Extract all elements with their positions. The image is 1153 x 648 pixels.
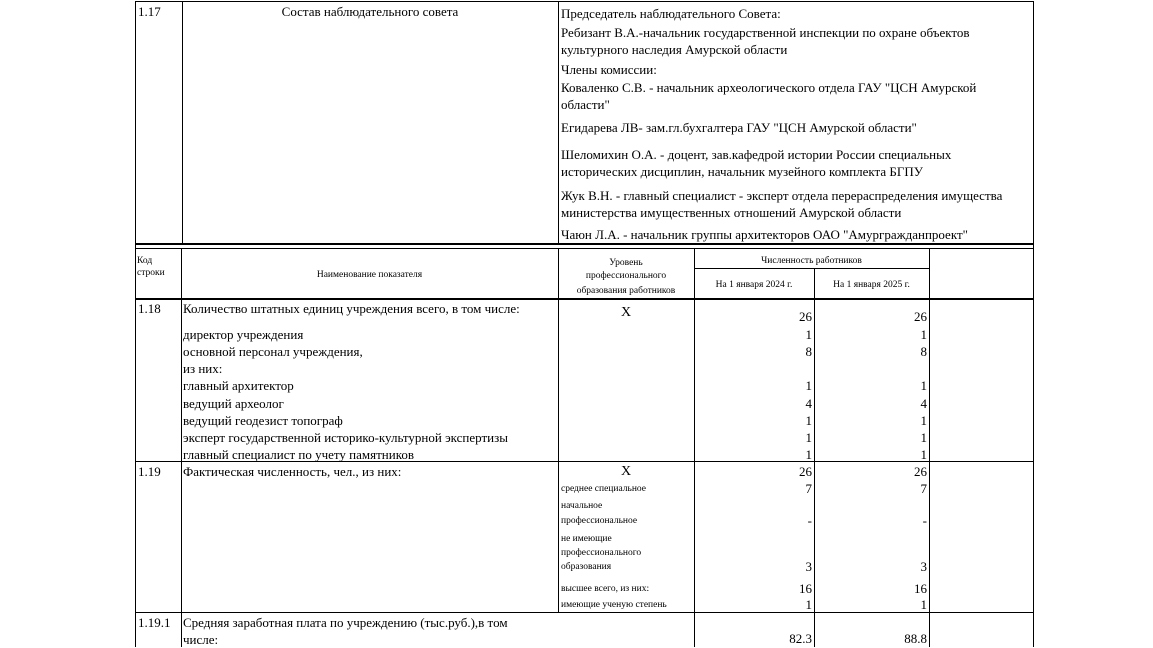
value-2024: 16 — [799, 581, 812, 596]
value-2025: 26 — [914, 464, 927, 479]
edu-level-label: не имеющие — [561, 534, 612, 544]
value-2025: 1 — [920, 597, 927, 612]
value-2025: 7 — [920, 481, 927, 496]
header-top-border — [135, 248, 1034, 249]
indicator-name: Количество штатных единиц учреждения всего, в том числе: — [183, 301, 520, 316]
edu-level-label: начальное — [561, 501, 603, 511]
council-line: Жук В.Н. - главный специалист - эксперт отдела перераспределения имущества — [561, 188, 1003, 203]
value-2025: 4 — [920, 396, 927, 411]
value-2025: 3 — [920, 559, 927, 574]
header-name: Наименование показателя — [316, 270, 423, 280]
value-2025: 1 — [920, 413, 927, 428]
council-line: исторических дисциплин, начальник музейного комплекта БГПУ — [561, 164, 923, 179]
value-2024: 1 — [805, 378, 812, 393]
header-code-line1: Код — [137, 256, 153, 266]
header-sub-line — [694, 268, 929, 269]
council-line: Коваленко С.В. - начальник археологического отдела ГАУ "ЦСН Амурской — [561, 80, 977, 95]
value-2025: - — [922, 513, 927, 528]
indicator-name: ведущий археолог — [183, 396, 284, 411]
indicator-name: главный специалист по учету памятников — [183, 447, 415, 462]
value-2024: 82.3 — [789, 631, 812, 646]
indicator-name: числе: — [183, 632, 219, 647]
value-2024: 1 — [805, 597, 812, 612]
value-2024: 1 — [805, 327, 812, 342]
edu-level-label: профессиональное — [561, 516, 638, 526]
council-line: министерства имущественных отношений Амурской области — [561, 205, 902, 220]
council-line: Егидарева ЛВ- зам.гл.бухгалтера ГАУ "ЦСН Амурской области" — [561, 120, 917, 135]
row-code: 1.17 — [138, 4, 161, 19]
value-2025: 88.8 — [904, 631, 927, 646]
indicator-name: основной персонал учреждения, — [183, 344, 363, 359]
section-separator — [135, 243, 1034, 245]
header-level-line3: образования работников — [576, 286, 676, 296]
edu-level-label: имеющие ученую степень — [561, 600, 667, 610]
value-2024: 26 — [799, 309, 812, 324]
col-divider-extra — [929, 248, 930, 647]
col-divider-117 — [182, 1, 183, 245]
value-2024: 8 — [805, 344, 812, 359]
value-2024: 1 — [805, 413, 812, 428]
value-2025: 1 — [920, 447, 927, 462]
council-line: Члены комиссии: — [561, 62, 657, 77]
edu-level-label: среднее специальное — [561, 484, 647, 494]
edu-level-label: высшее всего, из них: — [561, 584, 650, 594]
indicator-name: эксперт государственной историко-культурной экспертизы — [183, 430, 508, 445]
level-mark: X — [620, 305, 632, 320]
indicator-name: из них: — [183, 361, 223, 376]
right-border-117 — [1033, 1, 1034, 248]
header-count: Численность работников — [761, 256, 862, 266]
council-line: Председатель наблюдательного Совета: — [561, 6, 781, 21]
indicator-name: Средняя заработная плата по учреждению (тыс.руб.),в том — [183, 615, 508, 630]
col-divider-level — [558, 248, 559, 612]
value-2024: 1 — [805, 430, 812, 445]
value-2024: 4 — [805, 396, 812, 411]
col-divider-name — [181, 248, 182, 647]
header-code-line2: строки — [137, 268, 165, 278]
value-2024: 3 — [805, 559, 812, 574]
indicator-name: Фактическая численность, чел., из них: — [183, 464, 402, 479]
value-2025: 16 — [914, 581, 927, 596]
value-2024: - — [807, 513, 812, 528]
council-line: культурного наследия Амурской области — [561, 42, 788, 57]
level-mark: X — [620, 464, 632, 479]
top-border — [135, 1, 1034, 2]
edu-level-label: образования — [561, 562, 612, 572]
row-code: 1.19.1 — [138, 615, 171, 630]
header-level-line2: профессионального — [585, 271, 667, 281]
value-2025: 1 — [920, 378, 927, 393]
header-date-2024: На 1 января 2024 г. — [715, 280, 793, 290]
left-border — [135, 1, 136, 647]
section-label: Состав наблюдательного совета — [281, 4, 459, 19]
header-level-line1: Уровень — [609, 258, 643, 268]
value-2024: 7 — [805, 481, 812, 496]
indicator-name: директор учреждения — [183, 327, 304, 342]
row-code: 1.18 — [138, 301, 161, 316]
council-line: Ребизант В.А.-начальник государственной инспекции по охране объектов — [561, 25, 970, 40]
value-2024: 1 — [805, 447, 812, 462]
value-2024: 26 — [799, 464, 812, 479]
council-line: Шеломихин О.А. - доцент, зав.кафедрой истории России специальных — [561, 147, 952, 162]
right-border — [1033, 248, 1034, 647]
value-2025: 8 — [920, 344, 927, 359]
header-date-2025: На 1 января 2025 г. — [833, 280, 910, 290]
row-code: 1.19 — [138, 464, 161, 479]
col-divider-117-b — [558, 1, 559, 245]
value-2025: 26 — [914, 309, 927, 324]
value-2025: 1 — [920, 327, 927, 342]
council-line: области" — [561, 97, 610, 112]
indicator-name: ведущий геодезист топограф — [183, 413, 343, 428]
edu-level-label: профессионального — [561, 548, 642, 558]
council-line: Чаюн Л.А. - начальник группы архитекторов ОАО "Амургражданпроект" — [561, 227, 968, 242]
indicator-name: главный архитектор — [183, 378, 294, 393]
value-2025: 1 — [920, 430, 927, 445]
